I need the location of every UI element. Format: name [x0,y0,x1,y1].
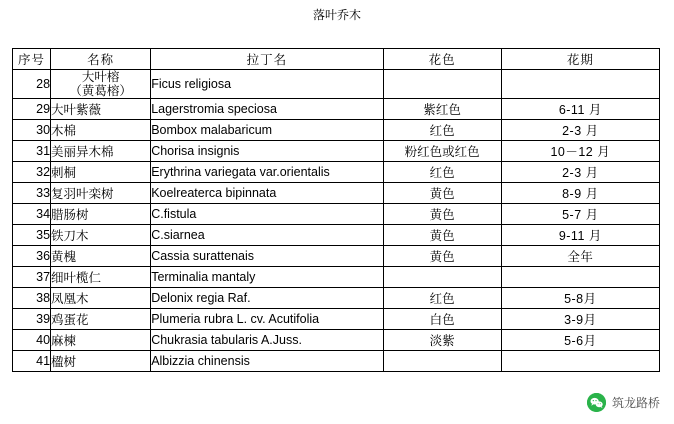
cell-no: 41 [13,351,51,372]
cell-latin-name: Plumeria rubra L. cv. Acutifolia [151,309,383,330]
table-header-row [13,49,660,70]
cell-no: 28 [13,70,51,99]
cell-latin-name: Chorisa insignis [151,141,383,162]
cell-latin-name: Delonix regia Raf. [151,288,383,309]
cell-name: 鸡蛋花 [51,309,151,330]
cell-no: 36 [13,246,51,267]
cell-name: 铁刀木 [51,225,151,246]
table-row [13,120,660,141]
cell-flower-color: 黄色 [383,246,501,267]
table-row [13,162,660,183]
column-header-name: 名称 [51,49,151,70]
cell-bloom-period: 2-3 月 [501,120,659,141]
plant-table [12,48,660,372]
table-row [13,141,660,162]
table-row [13,99,660,120]
cell-flower-color [383,351,501,372]
cell-name: 楹树 [51,351,151,372]
table-row [13,309,660,330]
cell-flower-color: 紫红色 [383,99,501,120]
cell-no: 39 [13,309,51,330]
cell-flower-color: 粉红色或红色 [383,141,501,162]
cell-flower-color: 黄色 [383,225,501,246]
cell-no: 33 [13,183,51,204]
cell-latin-name: Bombox malabaricum [151,120,383,141]
cell-bloom-period: 全年 [501,246,659,267]
table-row [13,267,660,288]
cell-flower-color: 黄色 [383,183,501,204]
cell-name-line1: 大叶榕 [81,70,120,84]
column-header-color: 花色 [383,49,501,70]
cell-bloom-period [501,70,659,99]
cell-flower-color: 红色 [383,288,501,309]
cell-no: 30 [13,120,51,141]
cell-latin-name: Albizzia chinensis [151,351,383,372]
cell-name: 麻楝 [51,330,151,351]
cell-no: 40 [13,330,51,351]
cell-no: 32 [13,162,51,183]
table-row [13,225,660,246]
cell-name: 木棉 [51,120,151,141]
cell-flower-color [383,70,501,99]
table-row [13,204,660,225]
column-header-no: 序号 [13,49,51,70]
cell-no: 31 [13,141,51,162]
cell-bloom-period: 10－12 月 [501,141,659,162]
cell-latin-name: C.siarnea [151,225,383,246]
cell-flower-color: 淡紫 [383,330,501,351]
cell-latin-name: C.fistula [151,204,383,225]
cell-name: 复羽叶栾树 [51,183,151,204]
cell-bloom-period: 9-11 月 [501,225,659,246]
plant-table-container [12,48,660,372]
cell-name: 凤凰木 [51,288,151,309]
table-row [13,183,660,204]
table-row [13,70,660,99]
wechat-icon [587,393,606,412]
cell-name [51,70,151,99]
cell-no: 35 [13,225,51,246]
cell-name-line2: （黄葛榕） [69,84,132,98]
cell-bloom-period [501,267,659,288]
cell-name: 腊肠树 [51,204,151,225]
cell-latin-name: Terminalia mantaly [151,267,383,288]
cell-bloom-period: 5-8月 [501,288,659,309]
cell-name: 美丽异木棉 [51,141,151,162]
cell-bloom-period: 5-6月 [501,330,659,351]
cell-latin-name: Cassia surattenais [151,246,383,267]
table-header [13,49,660,70]
cell-latin-name: Lagerstromia speciosa [151,99,383,120]
cell-name: 大叶紫薇 [51,99,151,120]
cell-flower-color: 红色 [383,162,501,183]
table-row [13,288,660,309]
column-header-bloom: 花期 [501,49,659,70]
cell-flower-color [383,267,501,288]
cell-no: 34 [13,204,51,225]
cell-bloom-period: 3-9月 [501,309,659,330]
cell-name: 刺桐 [51,162,151,183]
cell-bloom-period [501,351,659,372]
cell-bloom-period: 2-3 月 [501,162,659,183]
cell-no: 38 [13,288,51,309]
cell-latin-name: Ficus religiosa [151,70,383,99]
cell-bloom-period: 6-11 月 [501,99,659,120]
cell-no: 37 [13,267,51,288]
table-body [13,70,660,372]
table-row [13,330,660,351]
page-title: 落叶乔木 [312,8,361,22]
cell-bloom-period: 8-9 月 [501,183,659,204]
cell-name: 黄槐 [51,246,151,267]
cell-latin-name: Erythrina variegata var.orientalis [151,162,383,183]
watermark [587,393,660,412]
cell-latin-name: Koelreaterca bipinnata [151,183,383,204]
watermark-label: 筑龙路桥 [611,396,660,410]
cell-name: 细叶榄仁 [51,267,151,288]
table-row [13,246,660,267]
cell-bloom-period: 5-7 月 [501,204,659,225]
cell-no: 29 [13,99,51,120]
cell-flower-color: 红色 [383,120,501,141]
cell-flower-color: 黄色 [383,204,501,225]
cell-latin-name: Chukrasia tabularis A.Juss. [151,330,383,351]
column-header-latin: 拉丁名 [151,49,383,70]
table-row [13,351,660,372]
cell-flower-color: 白色 [383,309,501,330]
